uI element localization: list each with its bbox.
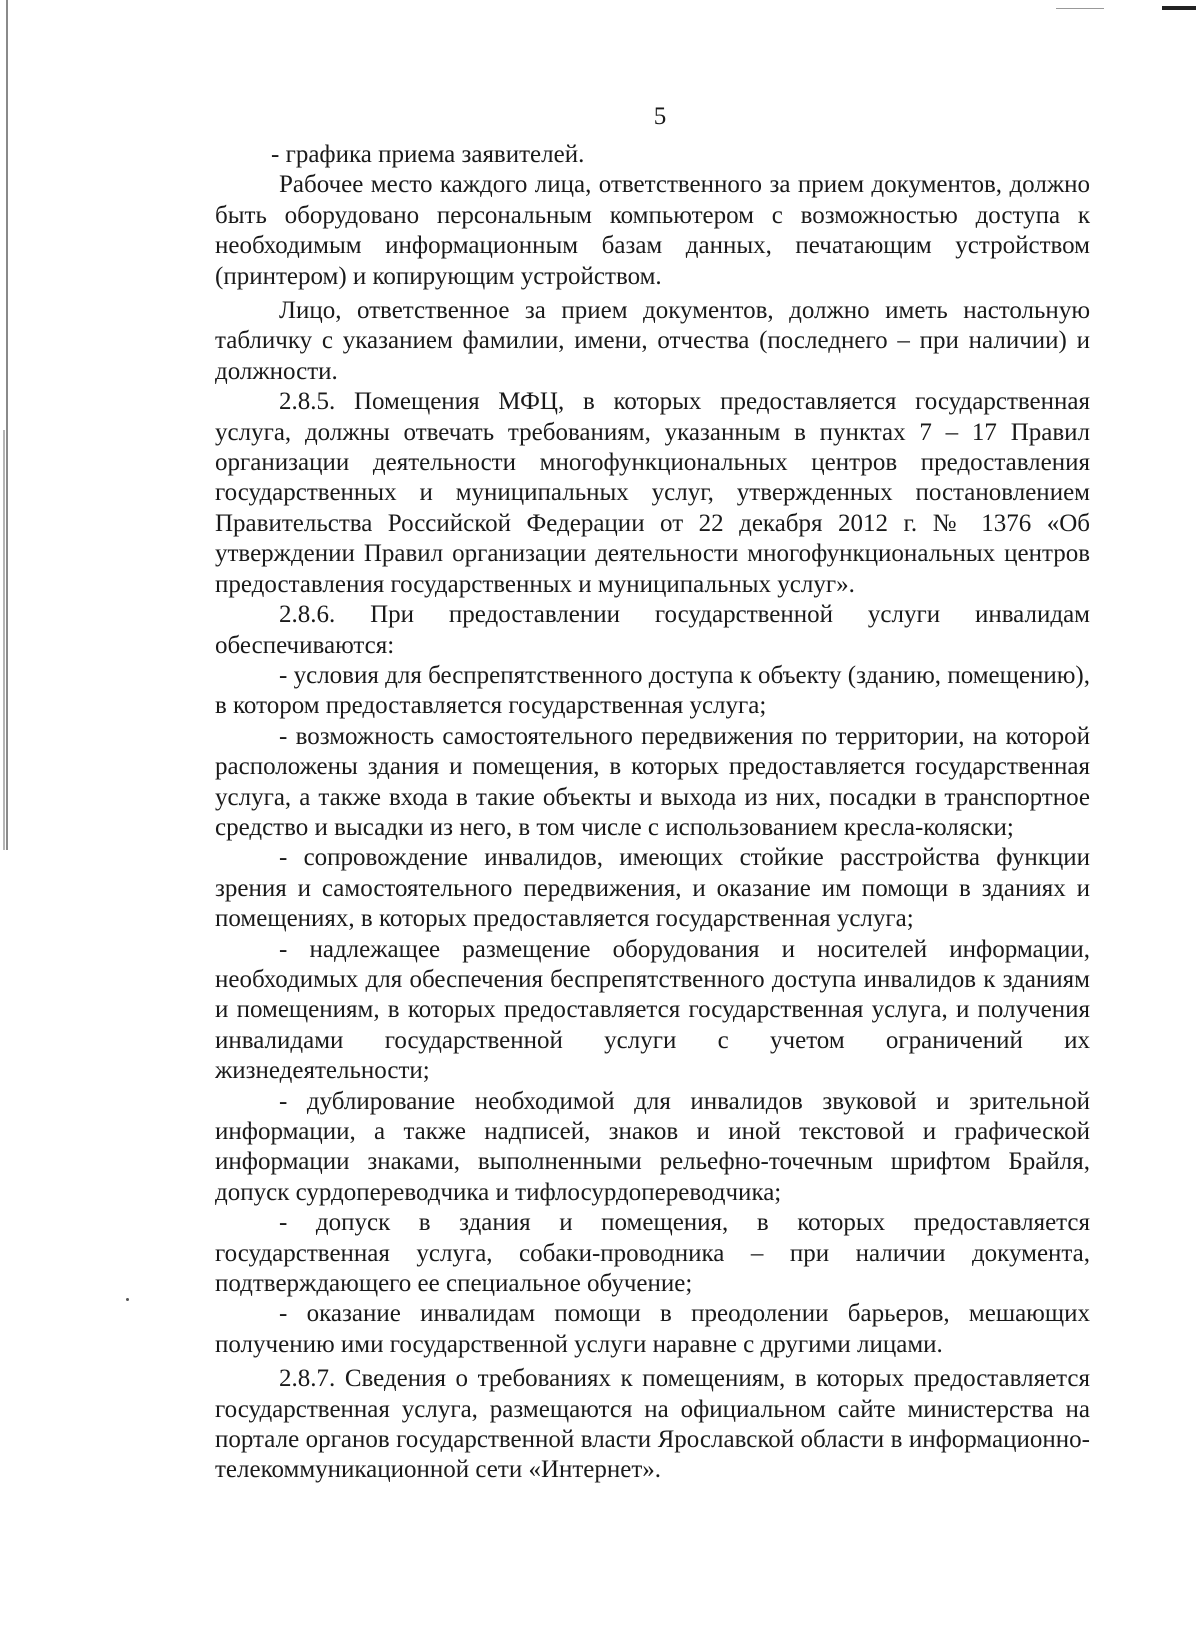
list-item-access-conditions: - условия для беспрепятственного доступа к объекту (зданию, помещению), в котором предоставляется государственная услуга; (215, 661, 1090, 720)
paragraph-workplace: Рабочее место каждого лица, ответственного за прием документов, должно быть оборудовано персональным компьютером с возможностью доступа к необходимым информационным базам данных, печатающим устройством (принтером) и копирующим устройством. (215, 171, 1090, 290)
list-item-guide-dog: - допуск в здания и помещения, в которых предоставляется государственная услуга, собаки-проводника – при наличии документа, подтверждающего ее специальное обучение; (215, 1209, 1090, 1298)
paragraph-2-8-6: 2.8.6. При предоставлении государственной услуги инвалидам обеспечиваются: (215, 601, 1090, 659)
paragraph-nameplate: Лицо, ответственное за прием документов, должно иметь настольную табличку с указанием фамилии, имени, отчества (последнего – при наличии) и должности. (215, 297, 1090, 385)
list-item-duplication: - дублирование необходимой для инвалидов звуковой и зрительной информации, а также надписей, знаков и иной текстовой и графической информации знаками, выполненными рельефно-точечным шрифтом Брайля, допуск сурдопереводчика и тифлосурдопереводчика; (215, 1087, 1090, 1206)
list-item-barriers: - оказание инвалидам помощи в преодолении барьеров, мешающих получению ими государственной услуги наравне с другими лицами. (215, 1300, 1090, 1358)
list-item-schedule: - графика приема заявителей. (271, 141, 585, 168)
document-body (215, 140, 1090, 1486)
paragraph-2-8-7: 2.8.7. Сведения о требованиях к помещениям, в которых предоставляется государственная услуга, размещаются на официальном сайте министерства на портале органов государственной власти Ярославской области в информационно-телекоммуникационной сети «Интернет». (215, 1365, 1090, 1484)
list-item-escort: - сопровождение инвалидов, имеющих стойкие расстройства функции зрения и самостоятельного передвижения, и оказание им помощи в зданиях и помещениях, в которых предоставляется государственная услуга; (215, 844, 1090, 933)
scan-corner-mark (1162, 6, 1196, 10)
scan-faint-mark (1056, 8, 1104, 9)
scan-edge-line-secondary (3, 430, 5, 850)
list-item-equipment-placement: - надлежащее размещение оборудования и носителей информации, необходимых для обеспечения беспрепятственного доступа инвалидов к зданиям и помещениям, в которых предоставляется государственная услуга, и получения инвалидами государственной услуги с учетом ограничений их жизнедеятельности; (215, 935, 1090, 1085)
page-number: 5 (653, 103, 667, 130)
scan-speck (126, 1298, 129, 1301)
list-item-movement: - возможность самостоятельного передвижения по территории, на которой расположены здания и помещения, в которых предоставляется государственная услуга, а также входа в такие объекты и выхода из них, посадки в транспортное средство и высадки из него, в том числе с использованием кресла-коляски; (215, 722, 1090, 841)
paragraph-2-8-5: 2.8.5. Помещения МФЦ, в которых предоставляется государственная услуга, должны отвечать требованиям, указанным в пунктах 7 – 17 Правил организации деятельности многофункциональных центров предоставления государственных и муниципальных услуг, утвержденных постановлением Правительства Российской Федерации от 22 декабря 2012 г. № 1376 «Об утверждении Правил организации деятельности многофункциональных центров предоставления государственных и муниципальных услуг». (215, 388, 1090, 598)
